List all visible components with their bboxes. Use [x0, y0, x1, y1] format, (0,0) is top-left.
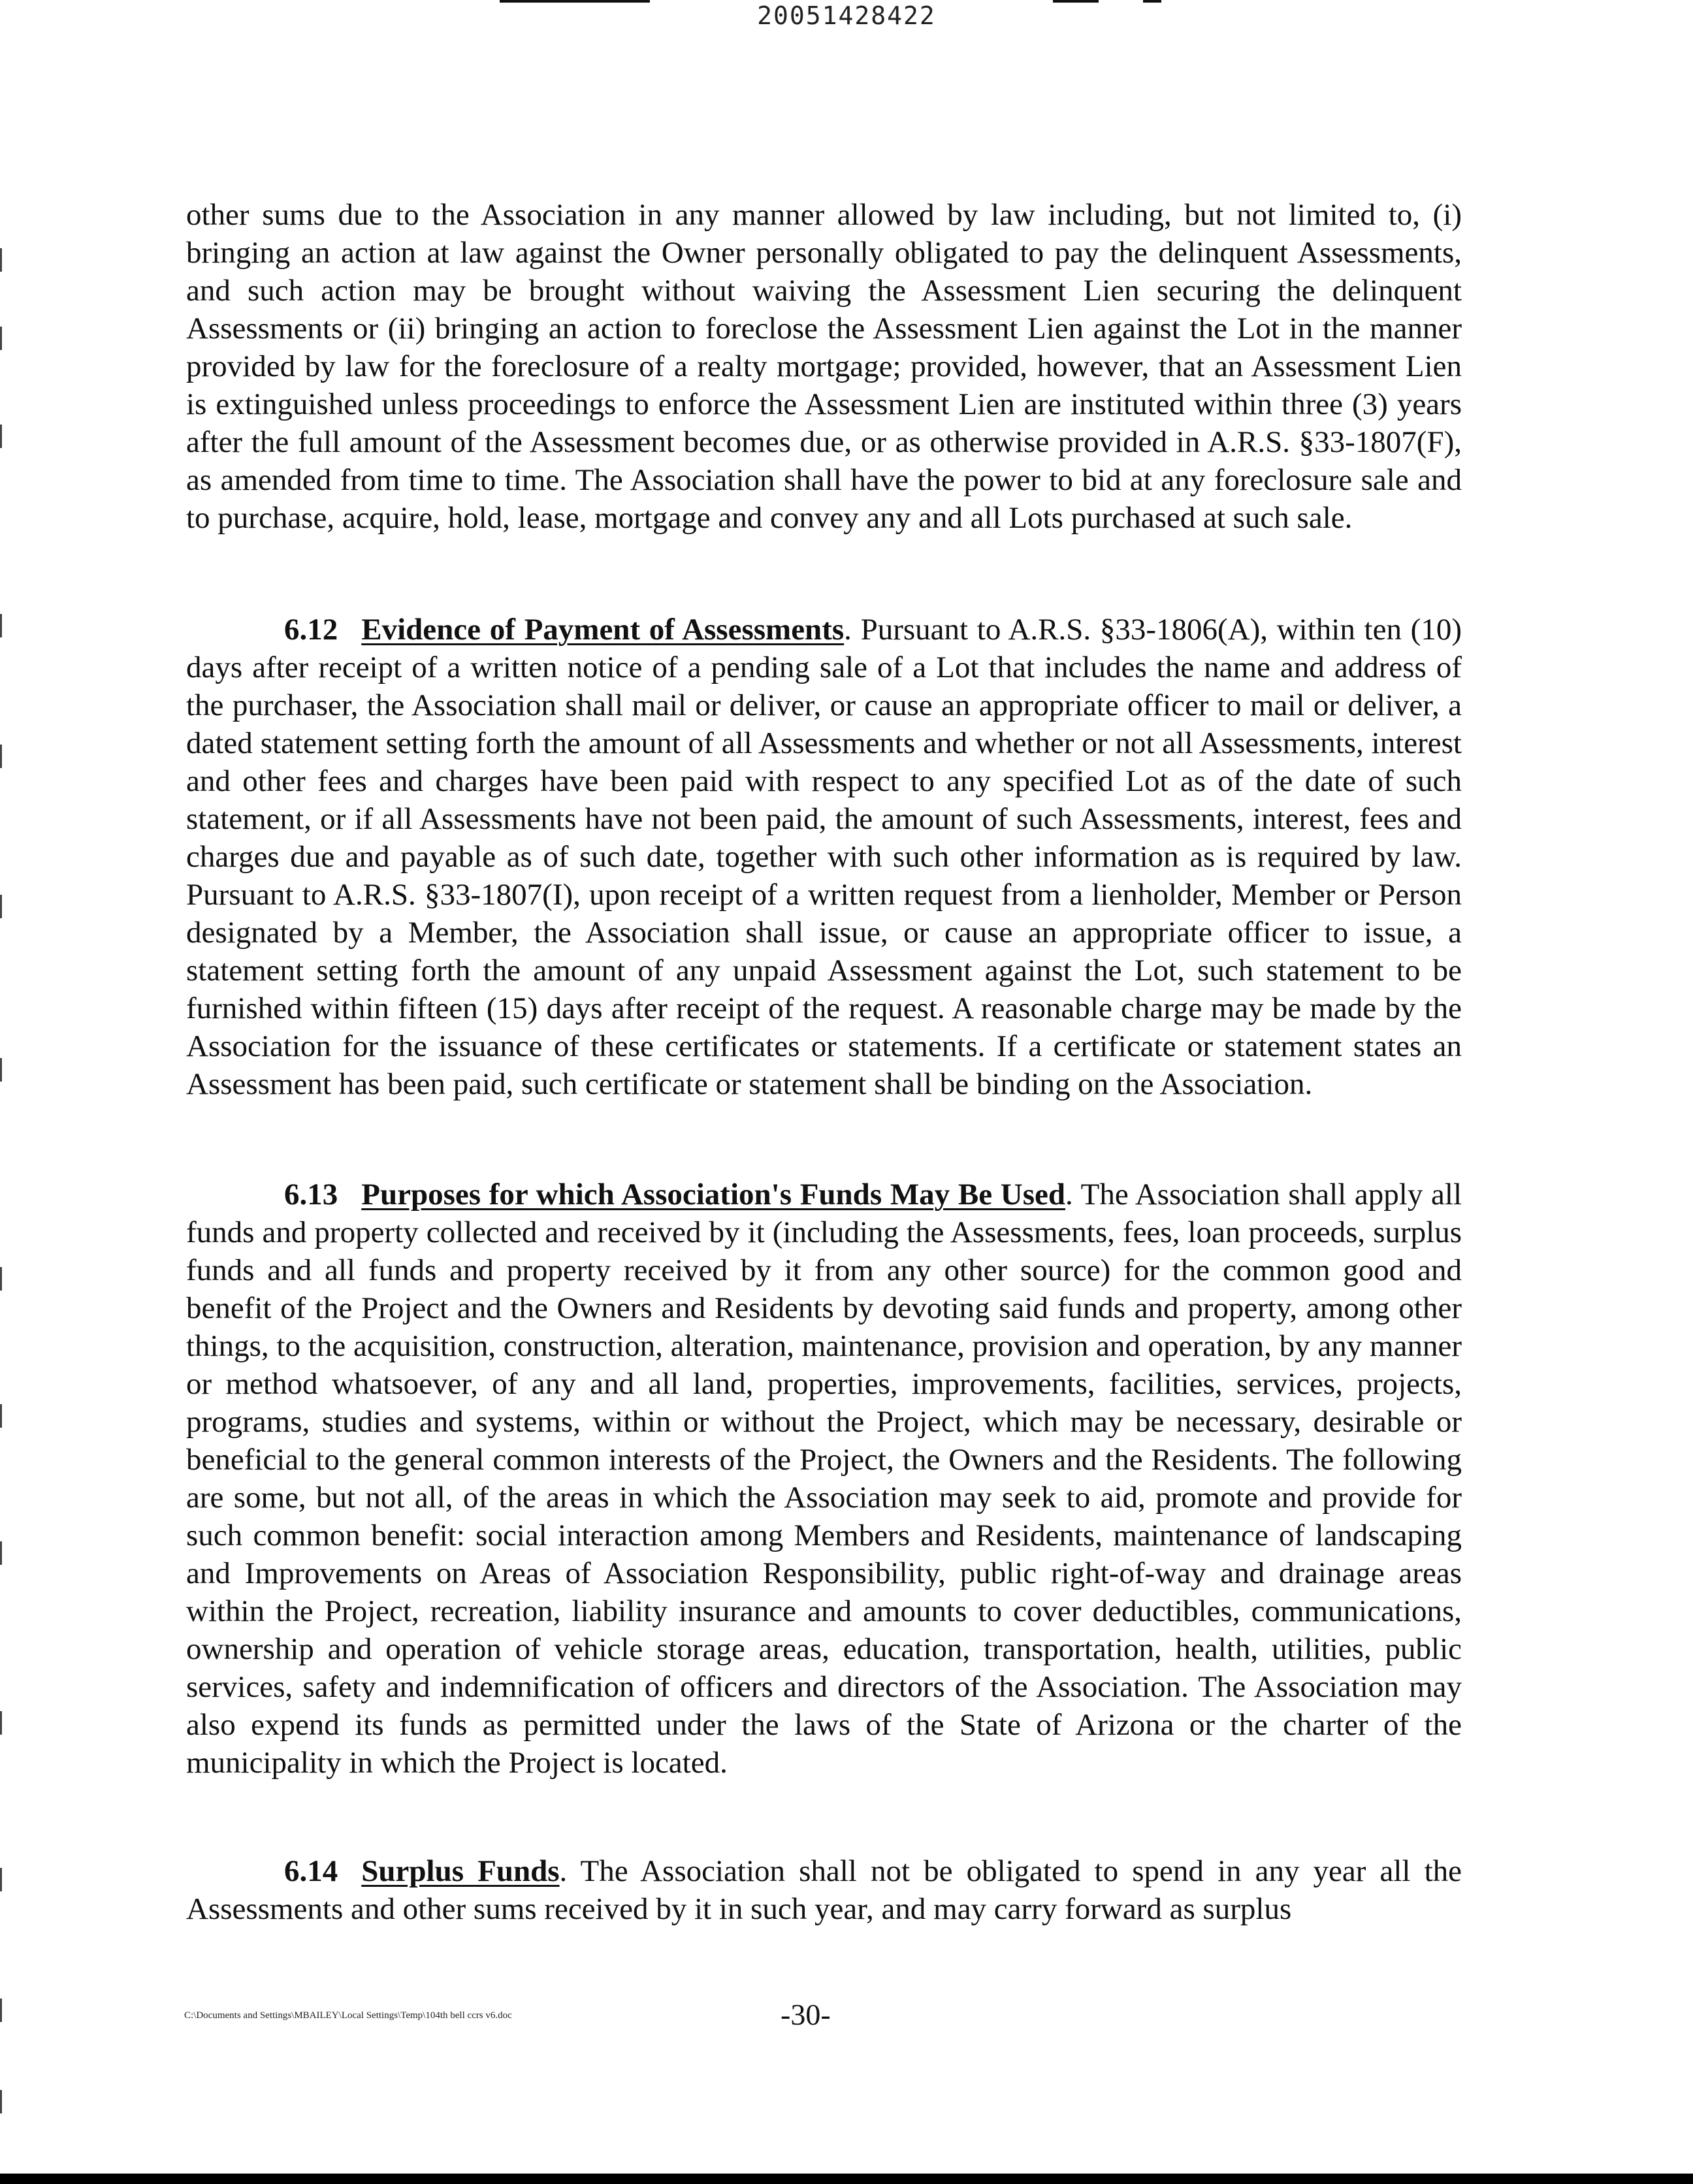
section-number: 6.12 — [284, 613, 338, 647]
footer-file-path: C:\Documents and Settings\MBAILEY\Local Settings\Temp\104th bell ccrs v6.doc — [184, 2010, 512, 2021]
scan-edge-marks — [0, 0, 4, 2184]
section-title: Surplus Funds — [361, 1854, 560, 1888]
paragraph-continuation — [186, 196, 1462, 537]
section-body: . Pursuant to A.R.S. §33-1806(A), within ten (10) days after receipt of a written notice of a pending sale of a Lot that includes the name and address of the purchaser, the Association shall mail or deliver, or cause an appropriate officer to mail or deliver, a dated statement setting forth the amount of all Assessments and whether or not all Assessments, interest and other fees and charges have been paid with respect to any specified Lot as of the date of such statement, or if all Assessments have not been paid, the amount of such Assessments, interest, fees and charges due and payable as of such date, together with such other information as is required by law. Pursuant to A.R.S. §33-1807(I), upon receipt of a written request from a lienholder, Member or Person designated by a Member, the Association shall issue, or cause an appropriate officer to issue, a statement setting forth the amount of any unpaid Assessment against the Lot, such statement to be furnished within fifteen (15) days after receipt of the request. A reasonable charge may be made by the Association for the issuance of these certificates or statements. If a certificate or statement states an Assessment has been paid, such certificate or statement shall be binding on the Association. — [186, 613, 1462, 1101]
section-6-12 — [186, 611, 1462, 1103]
section-6-14 — [186, 1852, 1462, 1928]
section-title: Evidence of Payment of Assessments — [361, 613, 845, 647]
paragraph-continuation-text: other sums due to the Association in any manner allowed by law including, but not limited to, (i) bringing an action at law against the Owner personally obligated to pay the delinquent Assessments, and such action may be brought without waiving the Assessment Lien securing the delinquent Assessments or (ii) bringing an action to foreclose the Assessment Lien against the Lot in the manner provided by law for the foreclosure of a realty mortgage; provided, however, that an Assessment Lien is extinguished unless proceedings to enforce the Assessment Lien are instituted within three (3) years after the full amount of the Assessment becomes due, or as otherwise provided in A.R.S. §33-1807(F), as amended from time to time. The Association shall have the power to bid at any foreclosure sale and to purchase, acquire, hold, lease, mortgage and convey any and all Lots purchased at such sale. — [186, 198, 1462, 535]
section-number: 6.13 — [284, 1178, 338, 1212]
document-number: 20051428422 — [757, 1, 936, 30]
page-number: -30- — [781, 1998, 831, 2031]
section-number: 6.14 — [284, 1854, 338, 1888]
scan-bottom-border — [0, 2174, 1693, 2184]
section-6-13 — [186, 1176, 1462, 1782]
section-body: . The Association shall apply all funds and property collected and received by it (including the Assessments, fees, loan proceeds, surplus funds and all funds and property received by it from any other source) for the common good and benefit of the Project and the Owners and Residents by devoting said funds and property, among other things, to the acquisition, construction, alteration, maintenance, provision and operation, by any manner or method whatsoever, of any and all land, properties, improvements, facilities, services, projects, programs, studies and systems, within or without the Project, which may be necessary, desirable or beneficial to the general common interests of the Project, the Owners and the Residents. The following are some, but not all, of the areas in which the Association may seek to aid, promote and provide for such common benefit: social interaction among Members and Residents, maintenance of landscaping and Improvements on Areas of Association Responsibility, public right-of-way and drainage areas within the Project, recreation, liability insurance and amounts to cover deductibles, communications, ownership and operation of vehicle storage areas, education, transportation, health, utilities, public services, safety and indemnification of officers and directors of the Association. The Association may also expend its funds as permitted under the laws of the State of Arizona or the charter of the municipality in which the Project is located. — [186, 1178, 1462, 1780]
section-body: . The Association shall not be obligated to spend in any year all the Assessments and other sums received by it in such year, and may carry forward as surplus — [186, 1854, 1462, 1926]
section-title: Purposes for which Association's Funds May Be Used — [361, 1178, 1066, 1212]
